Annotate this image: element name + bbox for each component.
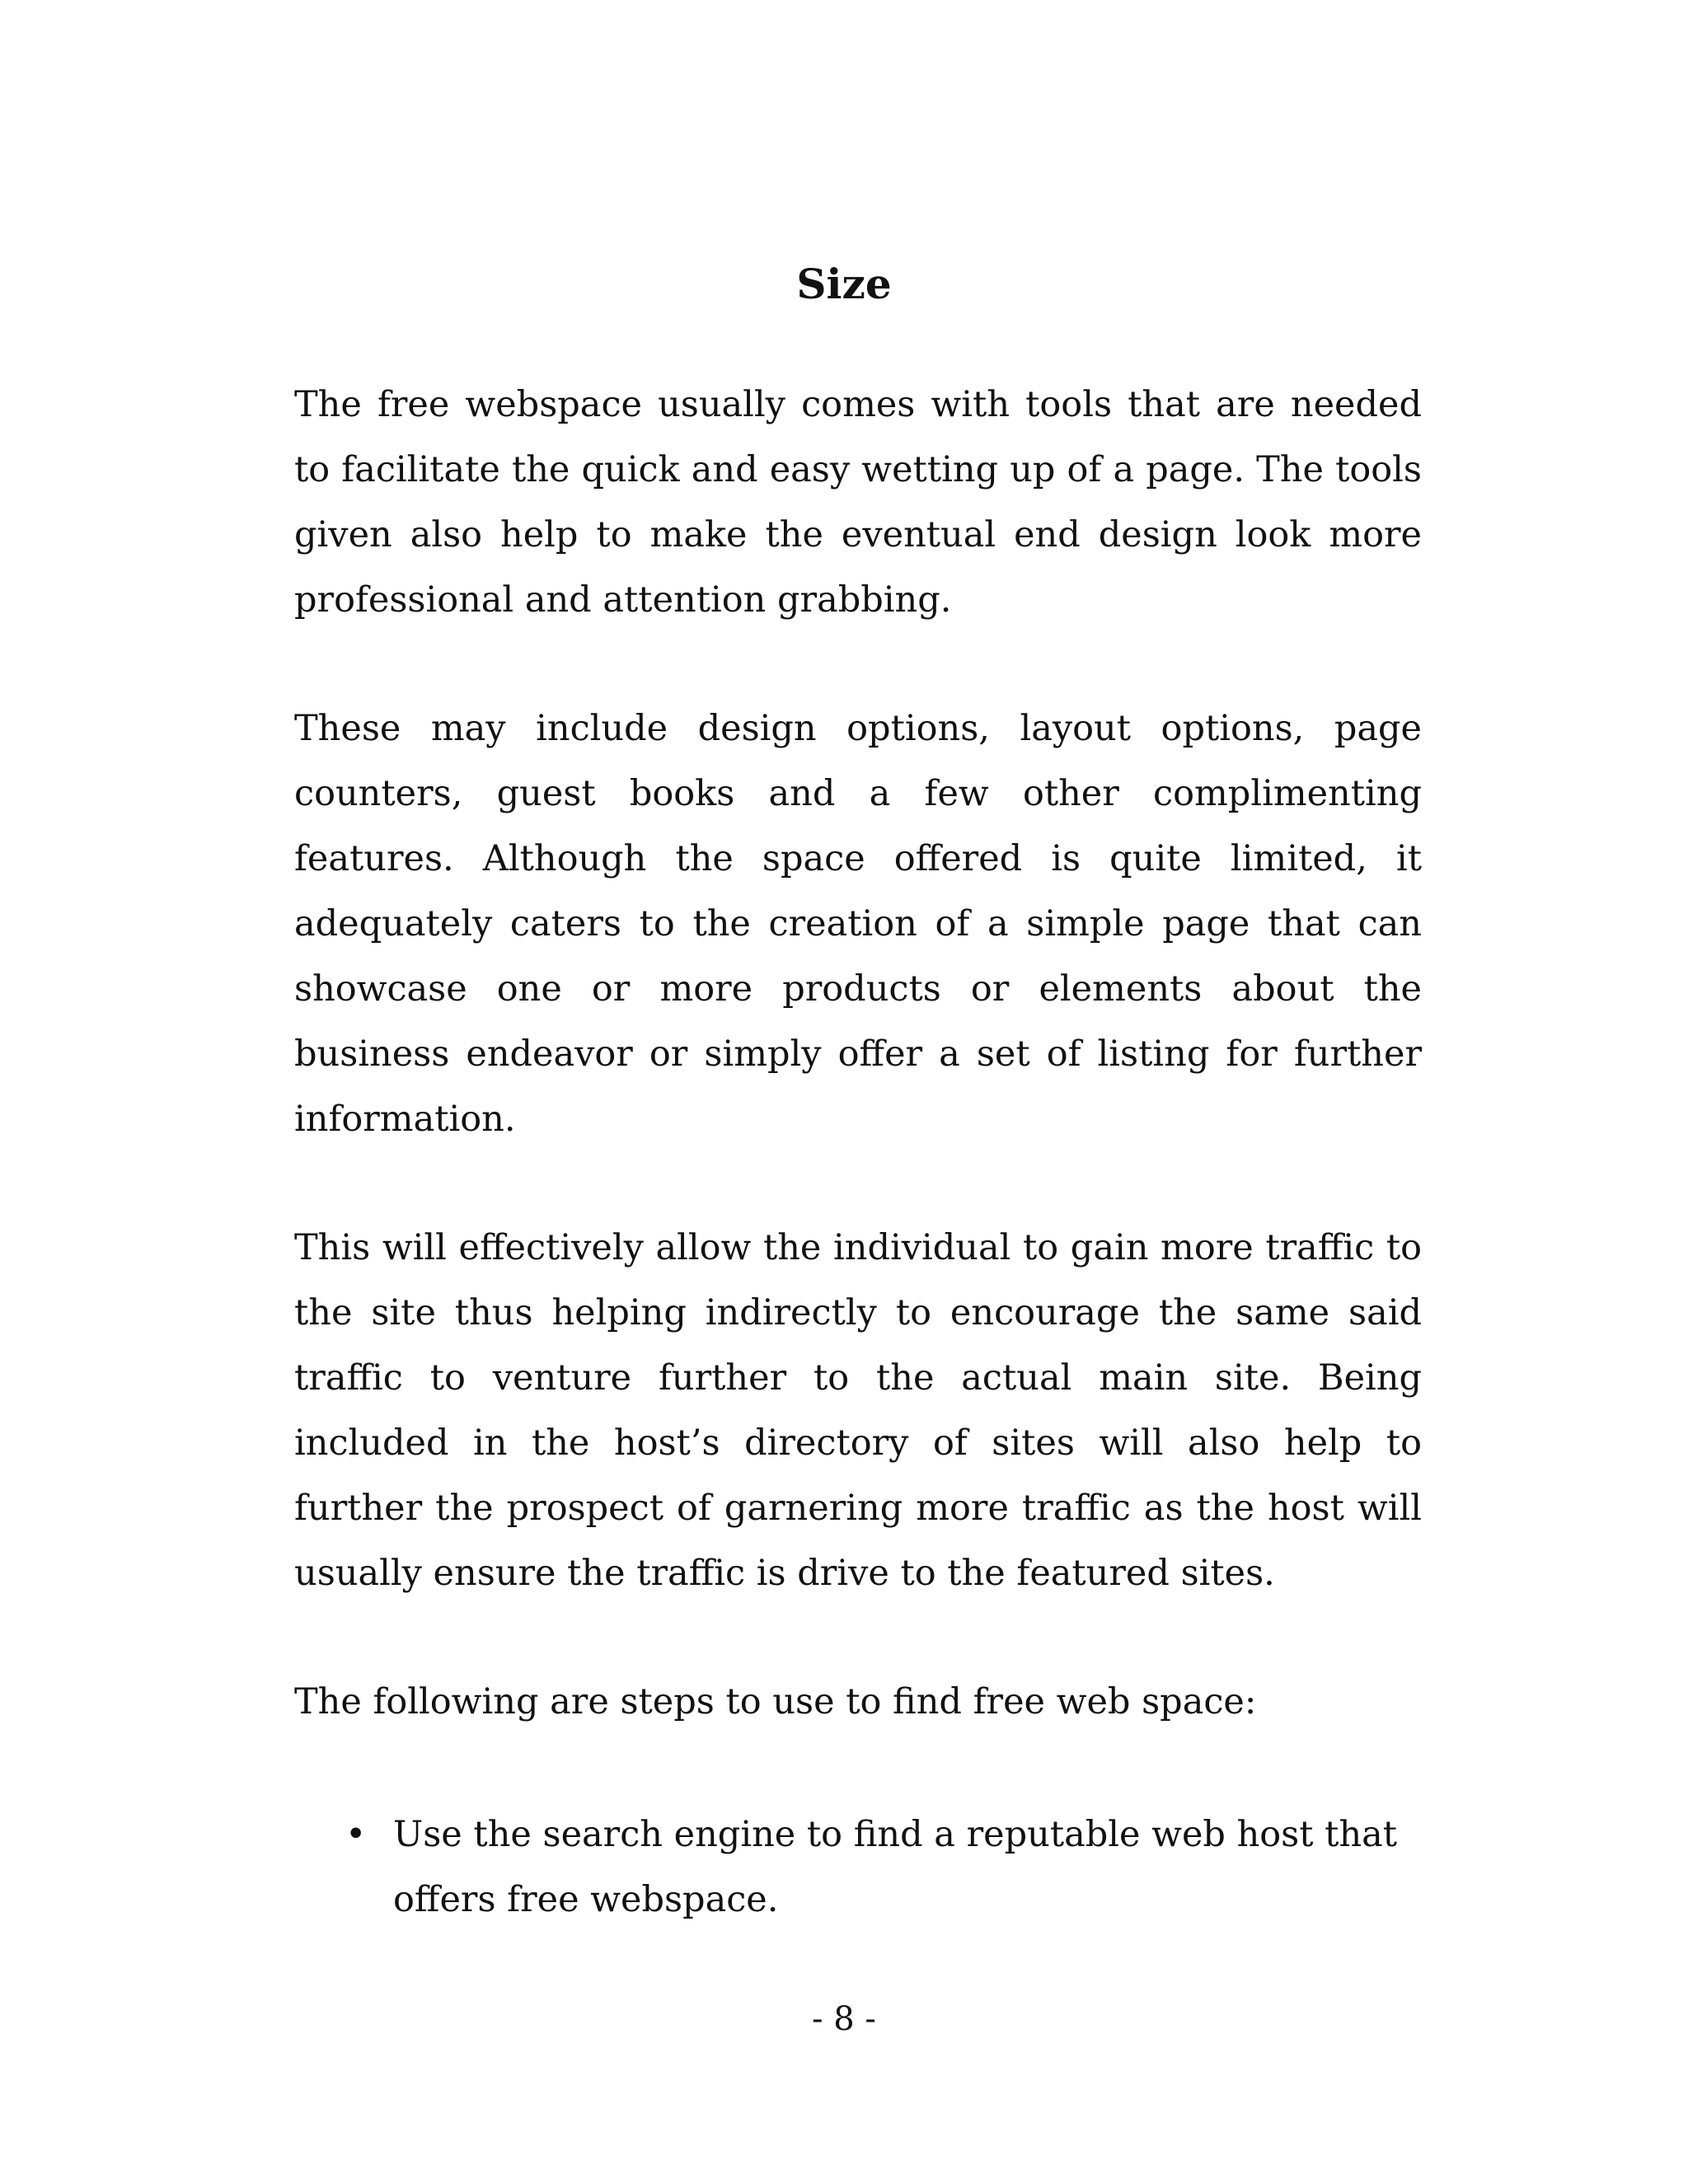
- body-text: [294, 373, 1422, 1933]
- paragraph-3: This will effectively allow the individual to gain more traffic to the site thus helping indirectly to encourage the same said traffic to venture further to the actual main site. Being included in the host’s directory of sites will also help to further the prospect of garnering more traffic as the host will usually ensure the traffic is drive to the featured sites.: [294, 1227, 1422, 1594]
- paragraph-2: These may include design options, layout options, page counters, guest books and a few other complimenting features. Although the space offered is quite limited, it adequately caters to the creation of a simple page that can showcase one or more products or elements about the business endeavor or simply offer a set of listing for further information.: [294, 708, 1422, 1140]
- list-item: [294, 1802, 1422, 1933]
- page-title: Size: [796, 260, 892, 308]
- bullet-list: [294, 1802, 1422, 1933]
- list-item-text: Use the search engine to find a reputable web host that offers free webspace.: [393, 1814, 1398, 1920]
- paragraph-1: The free webspace usually comes with tools that are needed to facilitate the quick and easy wetting up of a page. The tools given also help to make the eventual end design look more professional and attention grabbing.: [294, 384, 1422, 621]
- page-number: - 8 -: [812, 2000, 876, 2038]
- paragraph-4: The following are steps to use to find free web space:: [294, 1681, 1257, 1722]
- bullet-icon: •: [345, 1814, 367, 1855]
